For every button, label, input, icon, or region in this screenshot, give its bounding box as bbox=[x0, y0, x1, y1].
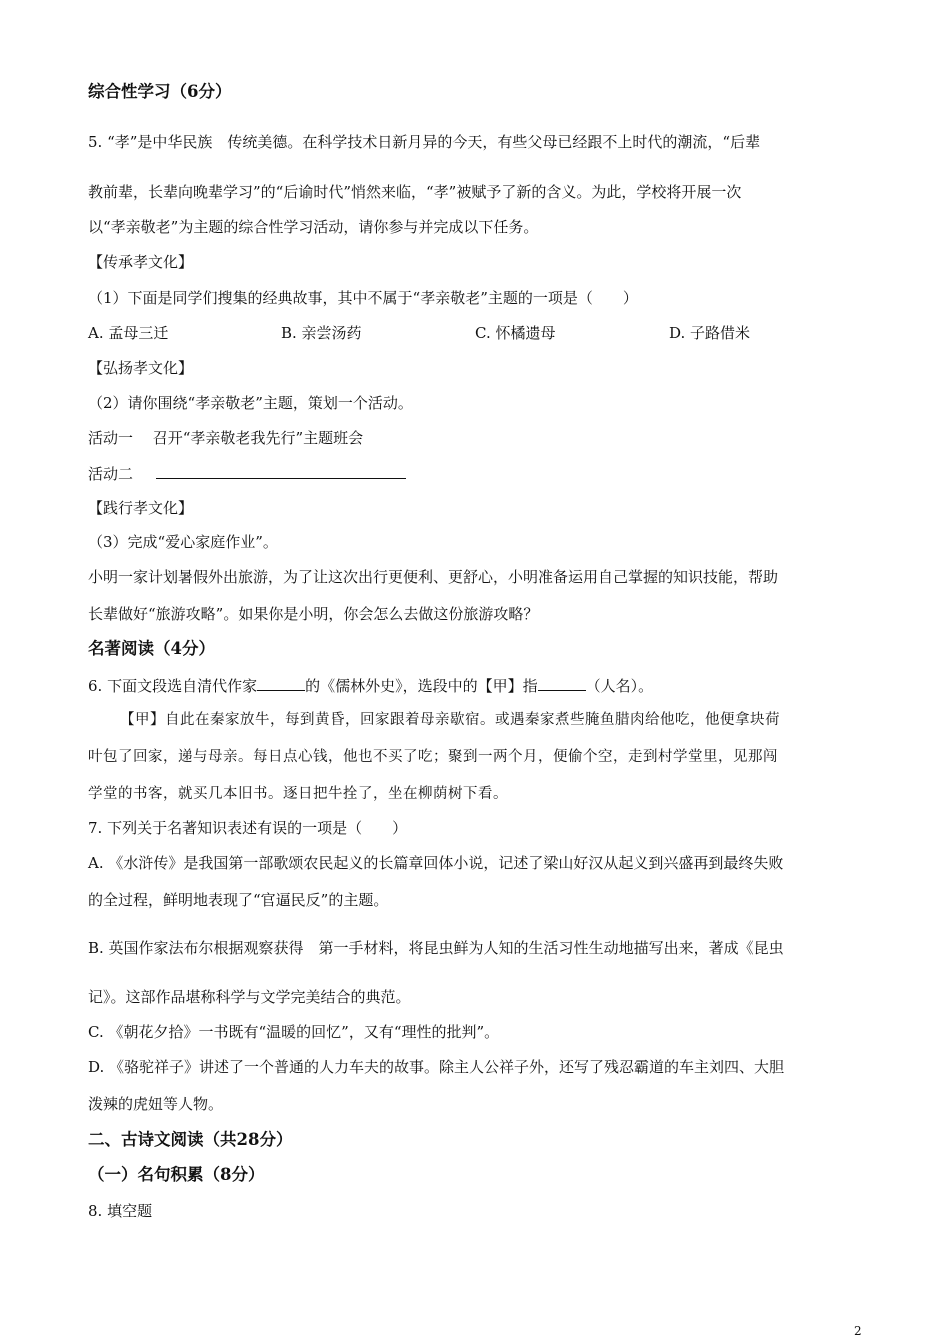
q7-option-d-line-1: D. 《骆驼祥子》讲述了一个普通的人力车夫的故事。除主人公祥子外，还写了残忍霸道的车主刘四、大胆 bbox=[88, 1058, 785, 1076]
q7-option-a-line-1: A. 《水浒传》是我国第一部歌颂农民起义的长篇章回体小说，记述了梁山好汉从起义到兴盛再到最终失败 bbox=[88, 854, 784, 872]
option-b: B. 亲尝汤药 bbox=[281, 324, 362, 342]
q5-sub-3-line-1: 小明一家计划暑假外出旅游，为了让这次出行更便利、更舒心，小明准备运用自己掌握的知识技能，帮助 bbox=[88, 568, 779, 586]
q7-option-c: C. 《朝花夕拾》一书既有“温暖的回忆”，又有“理性的批判”。 bbox=[88, 1023, 500, 1041]
q7-option-a-line-2: 的全过程，鲜明地表现了“官逼民反”的主题。 bbox=[88, 891, 389, 909]
activity-two-blank[interactable] bbox=[156, 463, 406, 479]
task-promote-heading: 【弘扬孝文化】 bbox=[88, 359, 194, 377]
activity-two-label: 活动二 bbox=[88, 465, 134, 483]
q6-text-b: 的《儒林外史》，选段中的【甲】指 bbox=[305, 677, 538, 695]
subsection-heading-famous-lines: （一）名句积累（8分） bbox=[88, 1165, 265, 1184]
section-heading-comprehensive-study: 综合性学习（6分） bbox=[88, 82, 232, 101]
q7-option-b-line-2: 记》。这部作品堪称科学与文学完美结合的典范。 bbox=[88, 988, 411, 1006]
q7-option-b-line-1: B. 英国作家法布尔根据观察获得 第一手材料，将昆虫鲜为人知的生活习性生动地描写出来，著成《昆虫 bbox=[88, 939, 784, 957]
excerpt-line-3: 学堂的书客，就买几本旧书。逐日把牛拴了，坐在柳荫树下看。 bbox=[88, 786, 508, 802]
q6-text-a: 6. 下面文段选自清代作家 bbox=[88, 677, 258, 695]
q5-sub-1: （1）下面是同学们搜集的经典故事，其中不属于“孝亲敬老”主题的一项是（ ） bbox=[88, 289, 638, 307]
section-heading-classical-poetry: 二、古诗文阅读（共28分） bbox=[88, 1130, 293, 1149]
excerpt-line-1: 【甲】自此在秦家放牛，每到黄昏，回家跟着母亲歇宿。或遇秦家煮些腌鱼腊肉给他吃，他便拿块荷 bbox=[120, 712, 780, 728]
activity-two bbox=[88, 463, 406, 484]
q6-text-c: （人名）。 bbox=[585, 677, 654, 695]
q5-line-2: 教前辈，长辈向晚辈学习”的“后谕时代”悄然来临，“孝”被赋予了新的含义。为此，学校将开展一次 bbox=[88, 183, 742, 201]
q6-name-blank[interactable] bbox=[538, 675, 586, 691]
q5-line-1: 5. “孝”是中华民族 传统美德。在科学技术日新月异的今天，有些父母已经跟不上时代的潮流，“后辈 bbox=[88, 133, 761, 151]
option-c: C. 怀橘遗母 bbox=[475, 324, 556, 342]
section-heading-classics: 名著阅读（4分） bbox=[88, 639, 215, 658]
q6-line bbox=[88, 675, 653, 696]
q5-sub-2: （2）请你围绕“孝亲敬老”主题，策划一个活动。 bbox=[88, 394, 413, 412]
option-d: D. 子路借米 bbox=[669, 324, 751, 342]
task-inherit-heading: 【传承孝文化】 bbox=[88, 253, 194, 271]
q5-line-3: 以“孝亲敬老”为主题的综合性学习活动，请你参与并完成以下任务。 bbox=[88, 218, 539, 236]
activity-one: 活动一 召开“孝亲敬老我先行”主题班会 bbox=[88, 429, 364, 447]
q7-stem: 7. 下列关于名著知识表述有误的一项是（ ） bbox=[88, 819, 408, 837]
q7-option-d-line-2: 泼辣的虎妞等人物。 bbox=[88, 1095, 224, 1113]
q8-stem: 8. 填空题 bbox=[88, 1202, 153, 1220]
page-number: 2 bbox=[854, 1324, 862, 1338]
option-a: A. 孟母三迁 bbox=[88, 324, 169, 342]
q5-sub-3-line-2: 长辈做好“旅游攻略”。如果你是小明，你会怎么去做这份旅游攻略？ bbox=[88, 605, 539, 623]
q5-sub-3: （3）完成“爱心家庭作业”。 bbox=[88, 533, 278, 551]
task-practice-heading: 【践行孝文化】 bbox=[88, 499, 194, 517]
q6-author-blank[interactable] bbox=[257, 675, 305, 691]
excerpt-line-2: 叶包了回家，递与母亲。每日点心钱，他也不买了吃；聚到一两个月，便偷个空，走到村学堂里，见那闯 bbox=[88, 749, 778, 765]
